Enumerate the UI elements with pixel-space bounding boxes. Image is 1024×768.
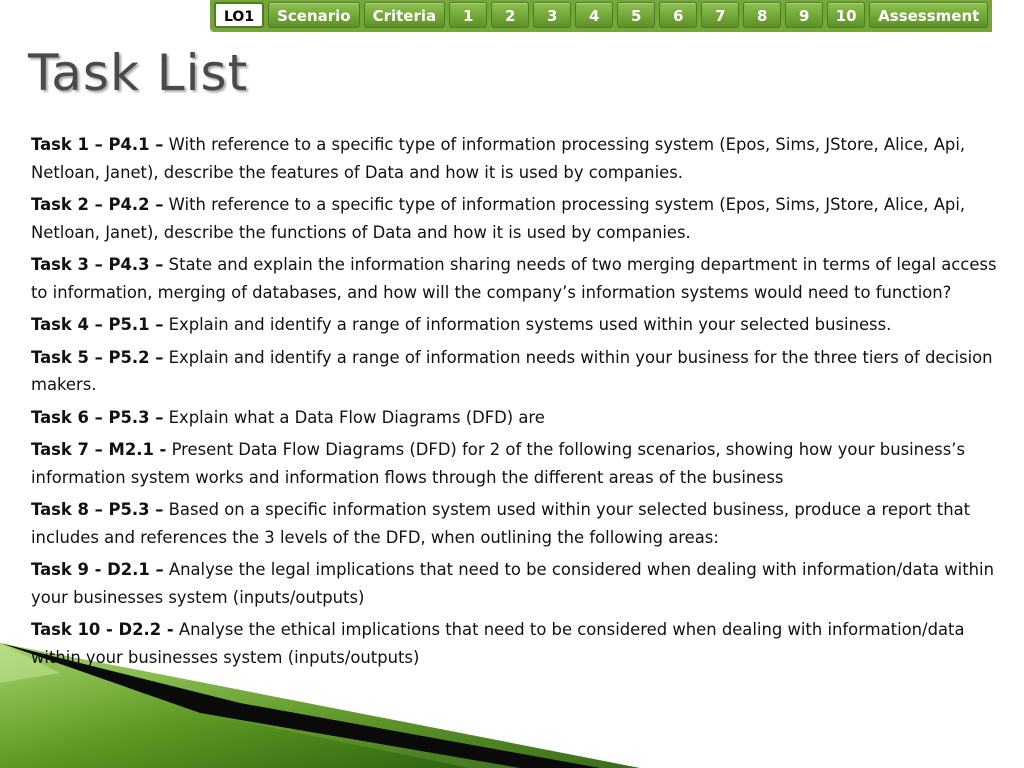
task-text: State and explain the information sharing needs of two merging department in terms of legal access to information, merging of databases, and how will the company’s information systems would need to function?: [31, 255, 997, 302]
tab-criteria[interactable]: Criteria: [364, 2, 446, 28]
tab-task-6[interactable]: 6: [659, 2, 697, 28]
task-label: Task 7 – M2.1 -: [31, 440, 167, 459]
task-label: Task 8 – P5.3 –: [31, 500, 164, 519]
task-label: Task 2 – P4.2 –: [31, 195, 164, 214]
task-text: Based on a specific information system used within your selected business, produce a report that includes and references the 3 levels of the DFD, when outlining the following areas:: [31, 500, 971, 547]
task-text: Analyse the ethical implications that need to be considered when dealing with information/data within your businesses system (inputs/outputs): [31, 620, 965, 667]
tab-task-2[interactable]: 2: [491, 2, 529, 28]
task-item: [31, 344, 999, 399]
task-item: [31, 131, 999, 186]
task-item: [31, 556, 999, 611]
task-text: With reference to a specific type of information processing system (Epos, Sims, JStore, Alice, Api, Netloan, Janet), describe the features of Data and how it is used by companies.: [31, 135, 966, 182]
task-item: [31, 496, 999, 551]
task-label: Task 3 – P4.3 –: [31, 255, 164, 274]
tab-lo1[interactable]: LO1: [214, 2, 264, 28]
task-text: Present Data Flow Diagrams (DFD) for 2 of the following scenarios, showing how your business’s information system works and information flows through the different areas of the business: [31, 440, 965, 487]
top-navigation: [210, 0, 992, 32]
task-item: [31, 436, 999, 491]
task-text: Explain and identify a range of information needs within your business for the three tiers of decision makers.: [31, 347, 993, 394]
task-text: Analyse the legal implications that need to be considered when dealing with information/data within your businesses system (inputs/outputs): [31, 560, 994, 607]
tab-task-7[interactable]: 7: [701, 2, 739, 28]
tab-assessment[interactable]: Assessment: [869, 2, 988, 28]
tab-task-3[interactable]: 3: [533, 2, 571, 28]
task-list: [31, 131, 999, 676]
task-label: Task 1 – P4.1 –: [31, 135, 164, 154]
task-text: Explain and identify a range of information systems used within your selected business.: [163, 315, 892, 334]
tab-task-10[interactable]: 10: [827, 2, 865, 28]
task-item: [31, 311, 999, 339]
task-label: Task 9 - D2.1 –: [31, 560, 164, 579]
task-item: [31, 191, 999, 246]
task-text: With reference to a specific type of information processing system (Epos, Sims, JStore, Alice, Api, Netloan, Janet), describe the functions of Data and how it is used by companies.: [31, 195, 966, 242]
tab-task-9[interactable]: 9: [785, 2, 823, 28]
task-item: [31, 251, 999, 306]
tab-task-4[interactable]: 4: [575, 2, 613, 28]
task-label: Task 6 – P5.3 –: [31, 407, 164, 427]
tab-task-1[interactable]: 1: [449, 2, 487, 28]
task-label: Task 10 - D2.2 -: [31, 620, 174, 639]
tab-task-5[interactable]: 5: [617, 2, 655, 28]
task-label: Task 5 – P5.2 –: [31, 347, 164, 367]
task-text: Explain what a Data Flow Diagrams (DFD) are: [163, 407, 545, 427]
task-label: Task 4 – P5.1 –: [31, 315, 164, 334]
tab-scenario[interactable]: Scenario: [268, 2, 360, 28]
page-title: Task List: [28, 44, 249, 102]
task-item: [31, 404, 999, 432]
task-item: [31, 616, 999, 671]
tab-task-8[interactable]: 8: [743, 2, 781, 28]
